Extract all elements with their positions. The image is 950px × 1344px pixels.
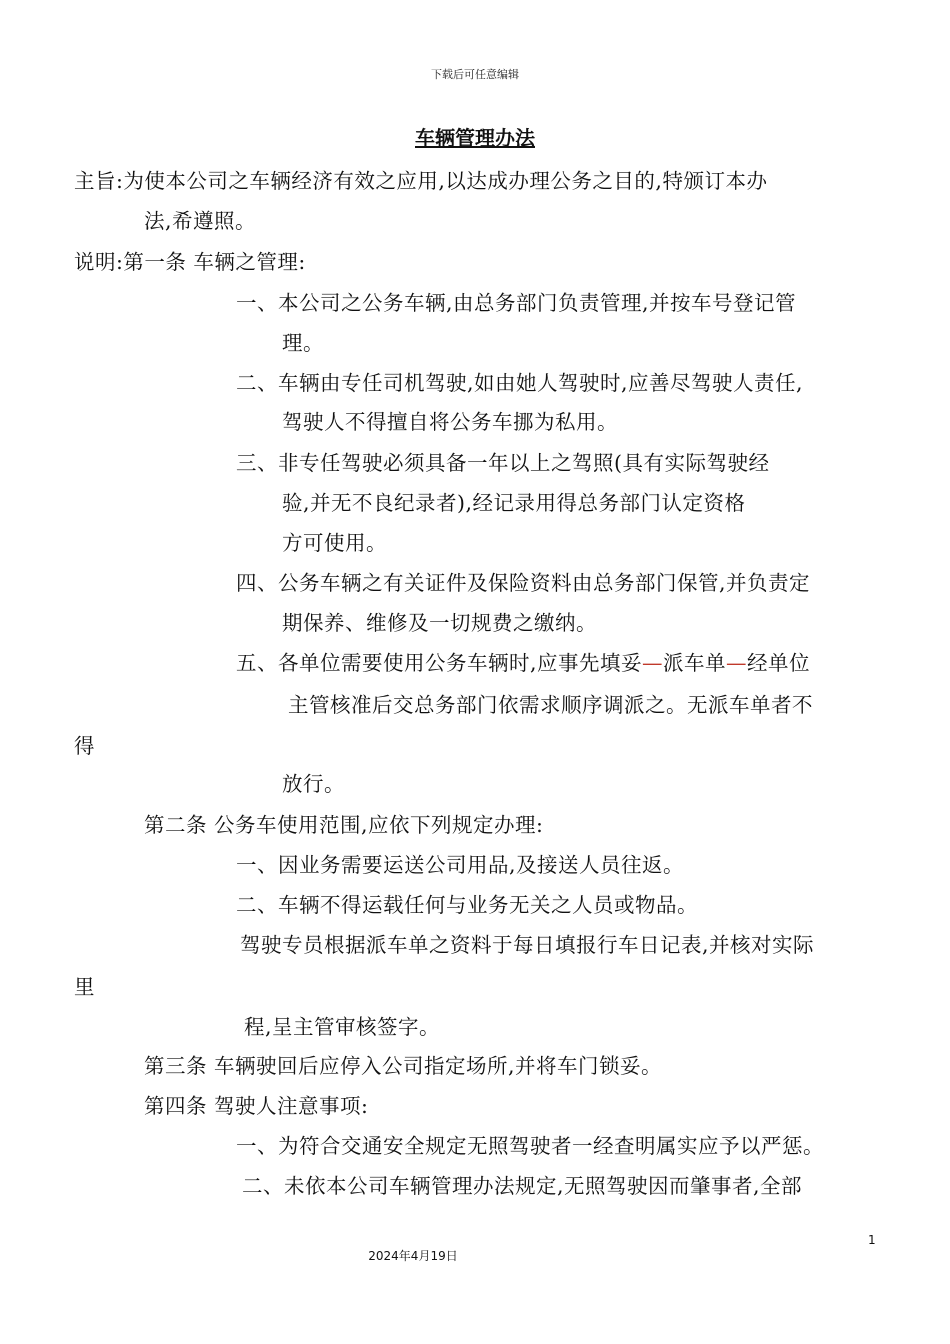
purpose-line-1: 主旨:为使本公司之车辆经济有效之应用,以达成办理公务之目的,特颁订本办 <box>74 169 768 193</box>
article-1-item-2-cont: 驾驶人不得擅自将公务车挪为私用。 <box>282 410 618 434</box>
article-1-item-5-cont-2: 放行。 <box>282 772 345 796</box>
article-4-heading: 第四条 驾驶人注意事项: <box>144 1094 369 1118</box>
item-5-text-2: 派车单 <box>663 651 727 675</box>
article-1-item-3: 三、非专任驾驶必须具备一年以上之驾照(具有实际驾驶经 <box>236 451 770 475</box>
article-1-item-3-cont: 验,并无不良纪录者),经记录用得总务部门认定资格 <box>282 491 746 515</box>
article-4-item-2: 二、未依本公司车辆管理办法规定,无照驾驶因而肇事者,全部 <box>242 1174 803 1198</box>
article-1-heading: 说明:第一条 车辆之管理: <box>74 250 306 274</box>
article-1-item-5 <box>236 646 810 676</box>
item-5-text-1: 五、各单位需要使用公务车辆时,应事先填妥 <box>236 651 643 675</box>
article-1-item-1: 一、本公司之公务车辆,由总务部门负责管理,并按车号登记管 <box>236 291 797 315</box>
item-5-dash-2: — <box>726 651 748 675</box>
article-1-item-5-wrap: 得 <box>74 734 95 758</box>
article-2-note-cont: 程,呈主管审核签字。 <box>244 1015 441 1039</box>
article-4-item-1: 一、为符合交通安全规定无照驾驶者一经查明属实应予以严惩。 <box>236 1134 824 1158</box>
article-2-note: 驾驶专员根据派车单之资料于每日填报行车日记表,并核对实际 <box>240 933 815 957</box>
page-header: 下载后可任意编辑 <box>431 68 519 81</box>
article-2-heading: 第二条 公务车使用范围,应依下列规定办理: <box>144 813 544 837</box>
article-1-item-3-cont-2: 方可使用。 <box>282 531 387 555</box>
article-2-item-1: 一、因业务需要运送公司用品,及接送人员往返。 <box>236 853 685 877</box>
article-1-item-1-cont: 理。 <box>282 331 324 355</box>
page-number: 1 <box>868 1233 876 1247</box>
article-1-item-2: 二、车辆由专任司机驾驶,如由她人驾驶时,应善尽驾驶人责任, <box>236 371 804 395</box>
page-footer-date: 2024年4月19日 <box>368 1249 458 1263</box>
purpose-line-2: 法,希遵照。 <box>144 209 257 233</box>
article-1-item-4-cont: 期保养、维修及一切规费之缴纳。 <box>282 611 597 635</box>
item-5-text-3: 经单位 <box>747 651 811 675</box>
article-3: 第三条 车辆驶回后应停入公司指定场所,并将车门锁妥。 <box>144 1054 663 1078</box>
item-5-dash-1: — <box>642 651 664 675</box>
document-title: 车辆管理办法 <box>415 126 535 150</box>
article-1-item-5-cont: 主管核准后交总务部门依需求顺序调派之。无派车单者不 <box>288 693 813 717</box>
article-1-item-4: 四、公务车辆之有关证件及保险资料由总务部门保管,并负责定 <box>236 571 811 595</box>
article-2-item-2: 二、车辆不得运载任何与业务无关之人员或物品。 <box>236 893 698 917</box>
article-2-note-wrap: 里 <box>74 975 95 999</box>
